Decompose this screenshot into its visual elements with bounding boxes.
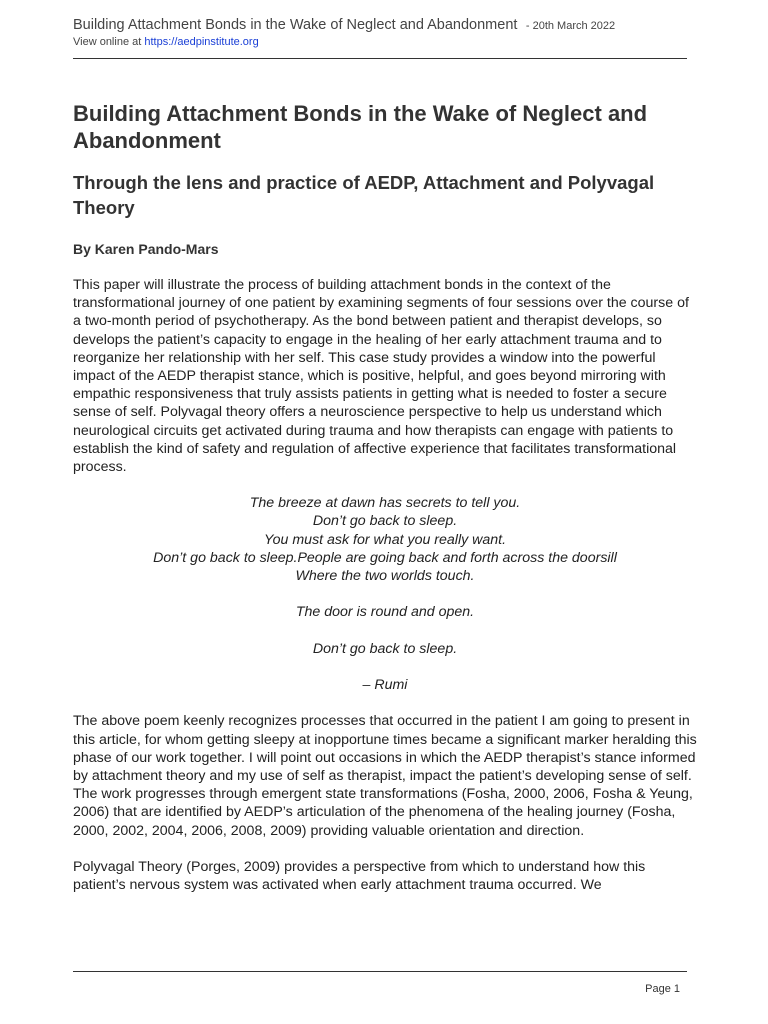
poem-line: Where the two worlds touch. xyxy=(295,568,475,585)
poem-stanza xyxy=(73,640,697,658)
poem-stanza xyxy=(73,603,697,621)
view-online-line xyxy=(73,36,687,48)
paragraph-poem-discussion: The above poem keenly recognizes processes that occurred in the patient I am going to present in this article, for whom getting sleepy at inopportune times became a significant marker heralding this phase of our work together. I will point out occasions in which the AEDP therapist’s stance informed by attachment theory and my use of self as therapist, impact the patient’s developing sense of self. The work progresses through emergent state transformations (Fosha, 2000, 2006, Fosha & Yeung, 2006) that are identified by AEDP’s articulation of the phenomena of the healing journey (Fosha, 2000, 2002, 2004, 2006, 2008, 2009) providing valuable orientation and direction. xyxy=(73,713,697,839)
header-divider xyxy=(73,58,687,59)
header-title: Building Attachment Bonds in the Wake of Neglect and Abandonment xyxy=(73,17,518,33)
paragraph-polyvagal: Polyvagal Theory (Porges, 2009) provides a perspective from which to understand how this patient’s nervous system was activated when early attachment trauma occurred. We xyxy=(73,858,646,894)
header-line xyxy=(73,16,687,34)
poem xyxy=(73,494,697,694)
article-subtitle: Through the lens and practice of AEDP, Attachment and Polyvagal Theory xyxy=(73,172,655,218)
website-link[interactable]: https://aedpinstitute.org xyxy=(144,36,259,48)
poem-line: You must ask for what you really want. xyxy=(263,531,507,548)
poem-author: – Rumi xyxy=(362,677,408,694)
footer-divider xyxy=(73,971,687,972)
header-date: - 20th March 2022 xyxy=(525,20,616,32)
poem-line: The breeze at dawn has secrets to tell you. xyxy=(249,495,521,512)
poem-attribution xyxy=(73,676,697,694)
poem-line: Don’t go back to sleep.People are going back and forth across the doorsill xyxy=(153,549,617,566)
poem-line: Don’t go back to sleep. xyxy=(312,640,458,657)
poem-line: Don’t go back to sleep. xyxy=(312,513,458,530)
poem-line: The door is round and open. xyxy=(295,604,475,621)
paragraph-abstract: This paper will illustrate the process of building attachment bonds in the context of the transformational journey of one patient by examining segments of four sessions over the course of a two-month period of psychotherapy. As the bond between patient and therapist develops, so develops the patient’s capacity to engage in the healing of her early attachment trauma and to reorganize her relationship with her self. This case study provides a window into the powerful impact of the AEDP therapist stance, which is positive, helpful, and goes beyond mirroring with empathic responsiveness that truly assists patients in getting what is needed to foster a secure sense of self. Polyvagal theory offers a neuroscience perspective to help us understand which neurological circuits get activated during trauma and how therapists can engage with patients to establish the kind of safety and regulation of affective experience that facilitates transformational process. xyxy=(73,277,689,476)
article-body xyxy=(73,100,697,894)
view-online-label: View online at xyxy=(73,36,142,48)
page-number: Page 1 xyxy=(645,983,680,995)
author-byline: By Karen Pando-Mars xyxy=(73,241,219,257)
article-title: Building Attachment Bonds in the Wake of Neglect and Abandonment xyxy=(73,101,648,153)
running-header xyxy=(73,16,687,48)
poem-stanza xyxy=(73,494,697,585)
